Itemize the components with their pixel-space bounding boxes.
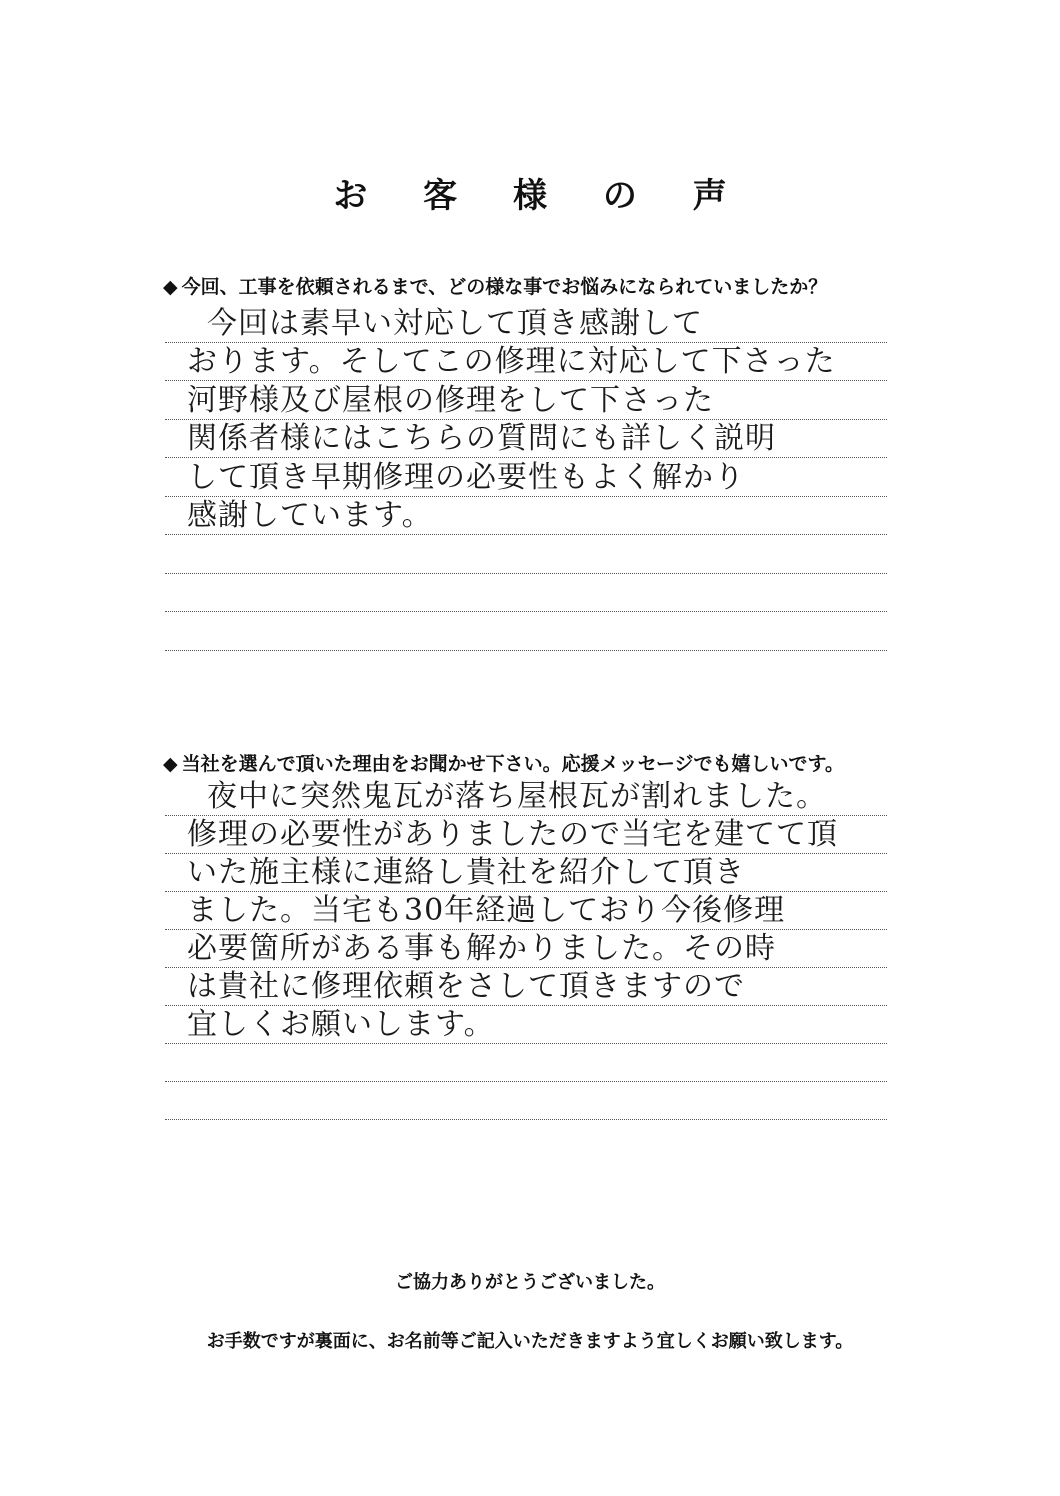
answer-line	[165, 1006, 887, 1044]
question-2-text: 当社を選んで頂いた理由をお聞かせ下さい。応援メッセージでも嬉しいです。	[181, 753, 844, 775]
handwritten-text: いた施主様に連絡し貴社を紹介して頂き	[187, 855, 745, 890]
answer-line	[165, 612, 887, 651]
question-1-text: 今回、工事を依頼されるまで、どの様な事でお悩みになられていましたか？	[181, 276, 828, 298]
answer-line	[165, 381, 887, 420]
answer-line	[165, 816, 887, 854]
answer-line	[165, 343, 887, 382]
answer-line	[165, 458, 887, 497]
answer-line	[165, 535, 887, 574]
diamond-bullet-icon: ◆	[163, 753, 178, 775]
page-title: お 客 様 の 声	[333, 176, 749, 216]
handwritten-text: して頂き早期修理の必要性もよく解かり	[187, 459, 745, 495]
handwritten-text: 修理の必要性がありましたので当宅を建てて頂	[187, 817, 838, 852]
handwritten-text: 必要箇所がある事も解かりました。その時	[187, 931, 776, 966]
handwritten-text: 夜中に突然鬼瓦が落ち屋根瓦が割れました。	[207, 779, 827, 814]
question-1	[163, 272, 827, 299]
question-2	[163, 749, 844, 776]
handwritten-text: 河野様及び屋根の修理をして下さった	[187, 382, 714, 418]
handwritten-text: 今回は素早い対応して頂き感謝して	[207, 305, 703, 341]
thanks-message: ご協力ありがとうございました。	[395, 1272, 665, 1293]
answer-line	[165, 968, 887, 1006]
answer-line	[165, 304, 887, 343]
answer-line	[165, 854, 887, 892]
handwritten-text: 宜しくお願いします。	[187, 1007, 495, 1042]
answer-line	[165, 1082, 887, 1120]
handwritten-text: は貴社に修理依頼をさして頂きますので	[187, 969, 745, 1004]
answer-line	[165, 892, 887, 930]
answer-line	[165, 420, 887, 459]
handwritten-text: ました。当宅も30年経過しており今後修理	[187, 893, 786, 928]
answer-line	[165, 1044, 887, 1082]
answer-line	[165, 497, 887, 536]
answer-line	[165, 930, 887, 968]
answer-line	[165, 778, 887, 816]
answer-2-area	[165, 778, 887, 1120]
handwritten-text: 感謝しています。	[187, 498, 433, 533]
diamond-bullet-icon: ◆	[163, 276, 178, 298]
handwritten-text: 関係者様にはこちらの質問にも詳しく説明	[187, 421, 776, 456]
handwritten-text: おります。そしてこの修理に対応して下さった	[187, 344, 836, 379]
footer-note: お手数ですが裏面に、お名前等ご記入いただきますよう宜しくお願い致します。	[206, 1331, 854, 1352]
answer-line	[165, 574, 887, 613]
answer-1-area	[165, 304, 887, 651]
